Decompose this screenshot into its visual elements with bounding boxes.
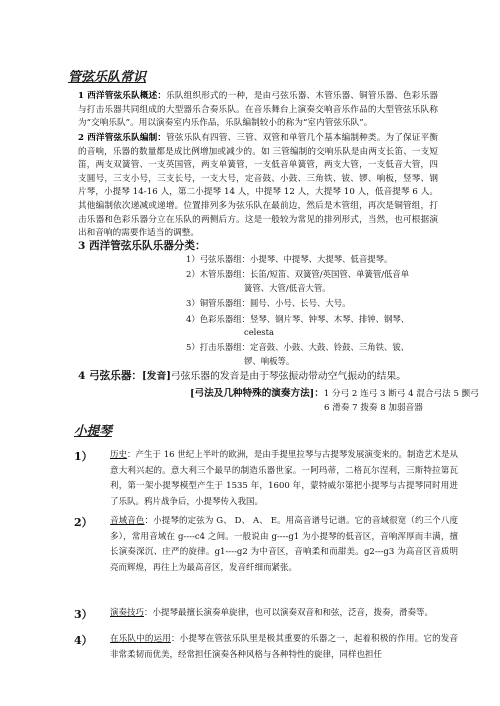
bowing-techniques-line2: 6 滑奏 7 拨奏 8 加弱音器	[324, 402, 423, 413]
item-number: 4）	[74, 634, 93, 647]
item-key: 音域音色	[110, 516, 145, 526]
item-number: 1）	[74, 450, 93, 463]
bowing-techniques	[190, 387, 479, 415]
formation-paragraph	[78, 132, 438, 241]
item-text: ：产生于 16 世纪上半叶的欧洲，是由手提里拉琴与古提琴发展演变来的。制造艺术是从意大利兴起的。意大利三个最早的制造乐器世家。一阿玛蒂，二格瓦尔涅利，三斯特拉第瓦利，第一架小提琴模型产生于 1535 年，1600 年，蒙特威尔第把小提琴与古提琴同时用进了乐队。鸦片战争后，小提琴传入我国。	[110, 450, 458, 507]
bowing-techniques-line1: 1 分弓 2 连弓 3 断弓 4 混合弓法 5 颤弓	[323, 389, 479, 399]
overview-text: 乐队组织形式的一种，是由弓弦乐器、木管乐器、铜管乐器、色彩乐器与打击乐器共同组成的大型器乐合奏乐队。在音乐舞台上演奏交响音乐作品的大型管弦乐队称为“交响乐队”。用以演奏室内乐作品，乐队编制较小的称为“室内管弦乐队”。	[78, 91, 438, 129]
item-text: ：小提琴的定弦为 G、 D、 A、 E。用高音谱号记谱。它的音域很宽（约三个八度多），常用音域在 g----c4 之间。一般说由 g----g1 为小提琴的低音区，音响浑厚而丰满，擅长演奏深沉、庄严的旋律。g1----g2 为中音区，音响柔和而甜美。g2---g3 为高音区音质明亮而辉煌，再往上为最高音区，发音纤细而紧张。	[110, 516, 458, 573]
list-item: 5）打击乐器组：定音鼓、小鼓、大鼓、铃鼓、三角铁、钹、 锣、响板等。	[186, 342, 410, 366]
list-item: 2）木管乐器组：长笛/短笛、双簧管/英国管、单簧管/低音单 簧管、大管/低音大管。	[186, 269, 410, 293]
item-number: 3）	[74, 608, 93, 621]
list-item: 1）弓弦乐器组：小提琴、中提琴、大提琴、低音提琴。	[186, 254, 393, 264]
formation-text: 管弦乐队有四管、三管、双管和单管几个基本编制种类。为了保证平衡的音响，乐器的数量都是成比例增加或减少的。如 三管编制的交响乐队是由两支长笛、一支短笛，两支双簧管、一支英国管，两支单簧管，一支低音单簧管，两支大管，一支低音大管，四支圆号，三支小号，三支长号，一支大号，定音鼓、小鼓、三角铁、钹、锣、响板，竖琴、钢片琴，小提琴 14-16 人，第二小提琴 14 人，中提琴 12 人，大提琴 10 人，低音提琴 6 人。其他编制依次递减或递增。位置排列多为弦乐队在最前边，然后是木管组，再次是铜管组，打击乐器和色彩乐器分立在乐队的两侧后方。这是一般较为常见的排列形式，当然，也可根据演出和音响的需要作适当的调整。	[78, 133, 438, 239]
classification-heading: 3 西洋管弦乐队乐器分类：	[78, 240, 206, 252]
bowed-strings-label: 4 弓弦乐器：	[78, 370, 143, 382]
list-item: 4）色彩乐器组：竖琴、钢片琴、钟琴、木琴、排钟、钢琴、 celesta	[186, 313, 410, 338]
violin-item-orchestra-role	[74, 632, 458, 663]
sound-production-text: 弓弦乐器的发音是由于琴弦振动带动空气振动的结果。	[170, 371, 407, 382]
item-key: 演奏技巧	[110, 608, 145, 618]
violin-item-history	[74, 448, 458, 510]
bowing-techniques-label: [弓法及几种特殊的演奏方法]：	[190, 388, 324, 399]
page-title: 管弦乐队常识	[68, 70, 147, 85]
item-key: 在乐队中的运用	[110, 634, 171, 644]
bowed-strings-heading	[78, 368, 406, 383]
list-item: 3）铜管乐器组：圆号、小号、长号、大号。	[186, 298, 351, 309]
item-number: 2）	[74, 516, 93, 529]
item-text: ：小提琴在管弦乐队里是极其重要的乐器之一，起着积极的作用。它的发音非常柔韧而优美，经常担任演奏各种风格与各种特性的旋律，同样也担任	[110, 634, 458, 660]
sound-production-tag: [发音]	[142, 371, 171, 382]
violin-heading: 小提琴	[74, 423, 112, 438]
item-key: 历史	[110, 450, 128, 460]
instrument-category-list	[186, 253, 416, 370]
violin-item-range	[74, 514, 458, 576]
formation-label: 2 西洋管弦乐队编制：	[78, 133, 167, 143]
item-text: ：小提琴最擅长演奏单旋律，也可以演奏双音和和弦，泛音，拨奏，滑奏等。	[144, 608, 434, 618]
overview-paragraph	[78, 90, 438, 131]
overview-label: 1 西洋管弦乐队概述：	[78, 91, 167, 101]
violin-item-technique	[74, 606, 458, 622]
